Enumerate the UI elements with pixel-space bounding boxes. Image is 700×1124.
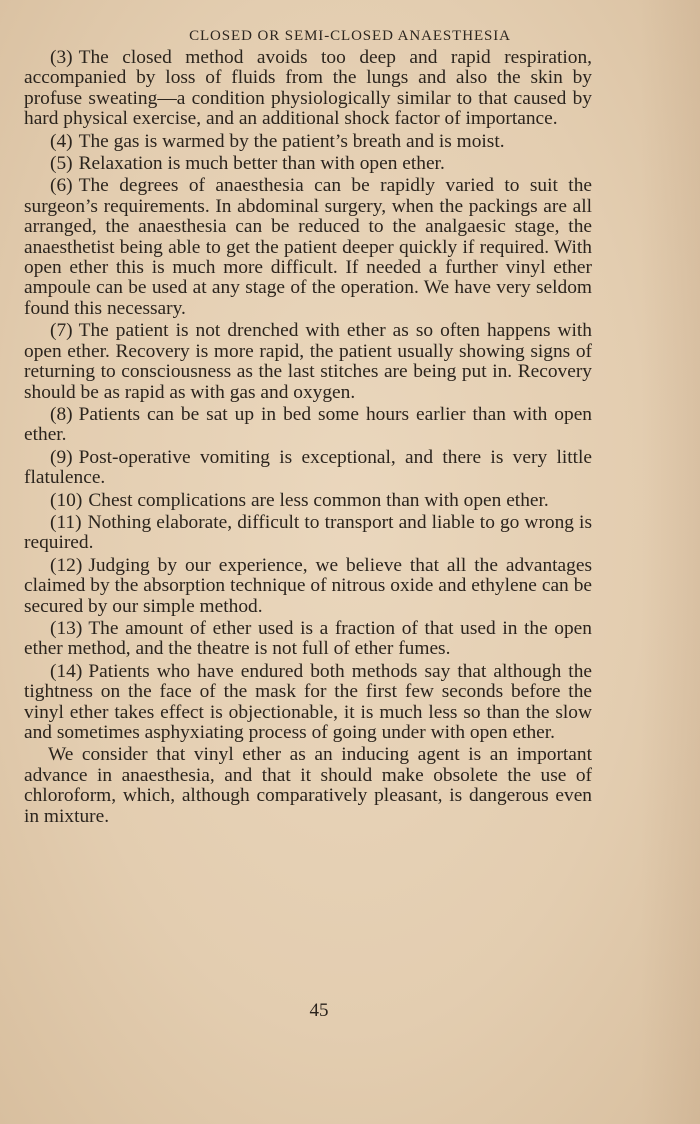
page-number: 45 [309,1000,329,1021]
item-text: Post-operative vomiting is exceptional, and there is very little flatulence. [24,446,592,489]
closing-paragraph: We consider that vinyl ether as an inducing agent is an important advance in anaesthesia, and that it should make obsolete the use of chloroform, which, although comparatively pleasant, is dangerous even in mixture. [24,744,592,827]
list-item-5 [24,154,592,174]
item-number: (4) [50,130,73,152]
item-number: (6) [50,175,73,197]
item-text: Nothing elaborate, difficult to transport and liable to go wrong is required. [24,511,592,554]
item-text: Patients can be sat up in bed some hours earlier than with open ether. [24,403,592,446]
list-item-10 [24,491,592,511]
item-number: (3) [50,47,73,68]
list-item-6 [24,176,592,319]
list-item-3 [24,48,592,130]
item-text: Relaxation is much better than with open ether. [78,153,445,175]
list-item-8 [24,405,592,446]
item-text: The degrees of anaesthesia can be rapidly varied to suit the surgeon’s requirements. In abdominal surgery, when the packings are all arranged, the anaesthesia can be reduced to the analgaesic stage, the anaesthetist being able to get the patient deeper quickly if required. With open ether this is much more difficult. If needed a further vinyl ether ampoule can be used at any stage of the operation. We have very seldom found this necessary. [24,175,592,319]
item-number: (10) [50,489,83,511]
list-item-14 [24,662,592,744]
item-text: The patient is not drenched with ether as so often happens with open ether. Recovery is more rapid, the patient usually showing signs of returning to consciousness as the last stitches are being put in. Recovery should be as rapid as with gas and oxygen. [24,320,592,403]
list-item-7 [24,321,592,403]
item-text: Chest complications are less common than with open ether. [88,489,549,511]
item-number: (7) [50,320,73,342]
item-text: Judging by our experience, we believe that all the advantages claimed by the absorption technique of nitrous oxide and ethylene can be secured by our simple method. [24,554,592,617]
item-number: (12) [50,554,83,576]
body-text [24,48,592,829]
item-text: The gas is warmed by the patient’s breath and is moist. [78,130,505,152]
item-text: The amount of ether used is a fraction of that used in the open ether method, and the theatre is not full of ether fumes. [24,617,592,660]
item-number: (11) [50,511,82,533]
item-text: The closed method avoids too deep and rapid respiration, accompanied by loss of fluids from the lungs and also the skin by profuse sweating—a condition physiologically similar to that caused by hard physical exercise, and an additional shock factor of importance. [24,47,592,130]
list-item-4 [24,132,592,152]
item-number: (9) [50,446,73,468]
running-head: CLOSED OR SEMI-CLOSED ANAESTHESIA [189,28,511,44]
list-item-11 [24,513,592,554]
item-number: (8) [50,403,73,425]
item-number: (14) [50,660,83,682]
page-edge-shading [640,0,700,1124]
item-text: Patients who have endured both methods say that although the tightness on the face of the mask for the first few seconds before the vinyl ether takes effect is objectionable, it is much less so than the slow and sometimes asphyxiating process of going under with open ether. [24,660,592,743]
item-number: (5) [50,153,73,175]
list-item-12 [24,556,592,617]
list-item-13 [24,619,592,660]
item-number: (13) [50,617,83,639]
list-item-9 [24,448,592,489]
